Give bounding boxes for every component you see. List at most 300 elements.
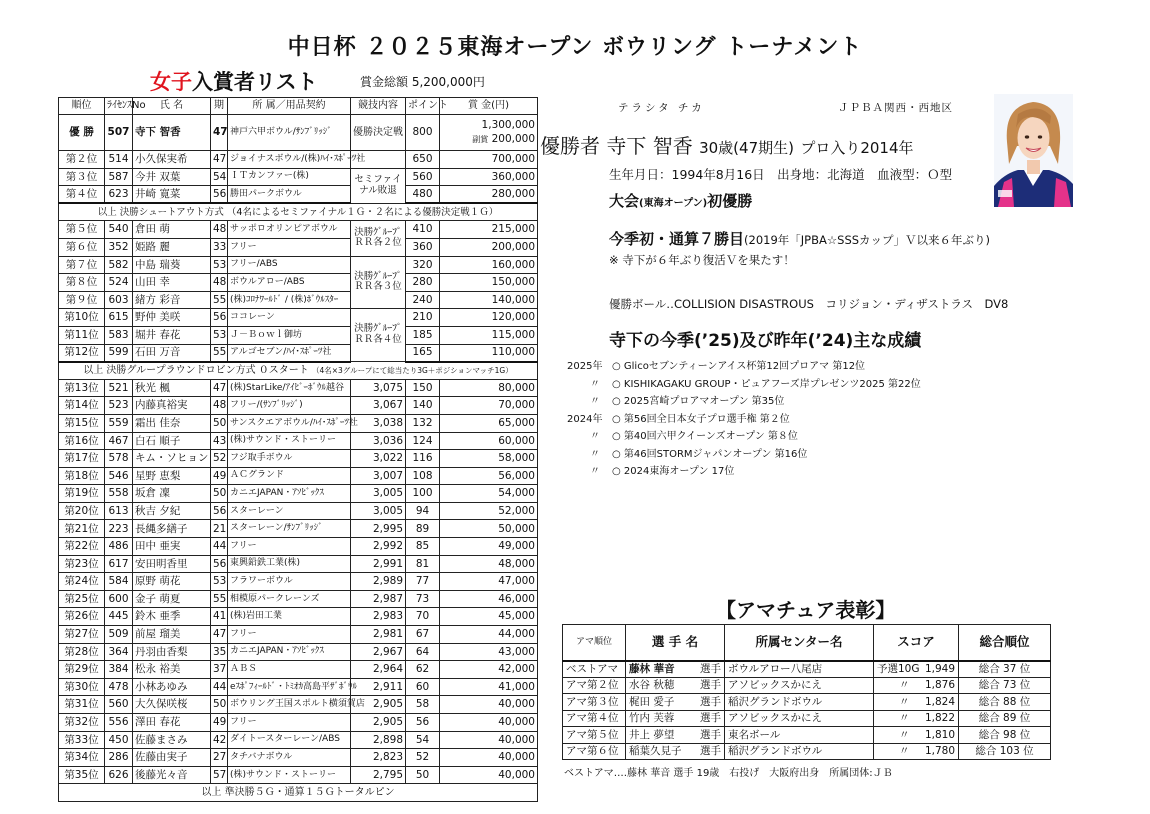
ama-score-value: 1,822 — [924, 712, 955, 724]
amateur-row — [563, 727, 1051, 744]
cell-points: 67 — [406, 626, 440, 644]
cell-rank: 第６位 — [59, 238, 105, 256]
cell-prize: 46,000 — [440, 590, 538, 608]
cell-score: 3,005 — [351, 485, 406, 503]
cell-affiliation: 勝田パークボウル — [228, 186, 351, 204]
cell-affiliation: フリー — [228, 714, 351, 732]
ama-cell-score — [874, 677, 959, 694]
ama-score-label: 予選10G — [877, 662, 920, 675]
cell-prize: 40,000 — [440, 749, 538, 767]
cell-affiliation: (株)StarLike/ｱｲﾋﾞｰﾎﾞｳﾙ越谷 — [228, 379, 351, 397]
cell-license-no: 582 — [105, 256, 133, 274]
cell-term: 47 — [211, 626, 228, 644]
table-row-winner — [59, 115, 538, 151]
cell-points: 140 — [406, 397, 440, 415]
table-row — [59, 608, 538, 626]
cell-score: 3,038 — [351, 414, 406, 432]
cell-license-no: 223 — [105, 520, 133, 538]
cell-score: 3,075 — [351, 379, 406, 397]
cell-license-no: 556 — [105, 714, 133, 732]
cell-points: 73 — [406, 590, 440, 608]
cell-prize: 200,000 — [440, 238, 538, 256]
winner-prize-sub-label: 副賞 — [472, 134, 489, 144]
cell-name: 小久保実希 — [133, 151, 211, 169]
cell-license-no: 450 — [105, 731, 133, 749]
cell-term: 55 — [211, 344, 228, 362]
cell-prize: 41,000 — [440, 678, 538, 696]
cell-term: 35 — [211, 643, 228, 661]
cell-points: 480 — [406, 186, 440, 204]
cell-term: 53 — [211, 573, 228, 591]
ama-cell-score — [874, 694, 959, 711]
table-row — [59, 450, 538, 468]
cell-format: 決勝ｸﾞﾙｰﾌﾟＲＲ各２位 — [351, 221, 406, 256]
cell-name: 秋光 楓 — [133, 379, 211, 397]
ama-cell-overall: 総合 37 位 — [959, 661, 1051, 678]
cell-prize: 115,000 — [440, 326, 538, 344]
result-item: ○ 第46回STORMジャパンオープン 第16位 — [612, 448, 808, 460]
result-item: ○ 第40回六甲クイーンズオープン 第８位 — [612, 431, 798, 442]
result-item: ○ KISHIKAGAKU GROUP・ピュアフーズ岸プレゼンツ2025 第22位 — [612, 378, 921, 390]
cell-license-no: 467 — [105, 432, 133, 450]
cell-license-no: 523 — [105, 397, 133, 415]
cell-score: 3,005 — [351, 502, 406, 520]
cell-affiliation: ＡＢＳ — [228, 661, 351, 679]
amateur-title: 【アマチュア表彰】 — [716, 598, 896, 622]
results-table — [58, 97, 538, 802]
cell-prize: 49,000 — [440, 538, 538, 556]
cell-affiliation: (株)岩田工業 — [228, 608, 351, 626]
winner-term: 47 — [211, 115, 228, 151]
cell-name: 前屋 瑠美 — [133, 626, 211, 644]
cell-term: 50 — [211, 696, 228, 714]
table-row — [59, 467, 538, 485]
winner-photo — [994, 94, 1073, 207]
winner-term-label: (47期生) — [733, 139, 794, 157]
table-row — [59, 714, 538, 732]
cell-license-no: 445 — [105, 608, 133, 626]
table-row — [59, 555, 538, 573]
cell-license-no: 509 — [105, 626, 133, 644]
cell-rank: 第32位 — [59, 714, 105, 732]
ama-cell-overall: 総合 98 位 — [959, 727, 1051, 744]
table-row — [59, 274, 538, 292]
cell-score: 2,992 — [351, 538, 406, 556]
cell-rank: 第35位 — [59, 766, 105, 784]
cell-rank: 第７位 — [59, 256, 105, 274]
cell-prize: 60,000 — [440, 432, 538, 450]
cell-license-no: 617 — [105, 555, 133, 573]
ama-player-suffix: 選手 — [700, 662, 721, 675]
birth-info: 生年月日：1994年8月16日 出身地：北海道 血液型：Ｏ型 — [609, 167, 953, 182]
ama-score-value: 1,824 — [924, 695, 955, 708]
ama-score-label: 〃 — [899, 745, 910, 757]
ama-cell-rank: アマ第４位 — [563, 710, 626, 727]
table-row — [59, 538, 538, 556]
table-row — [59, 696, 538, 714]
ama-score-label: 〃 — [899, 712, 910, 724]
cell-name: 今井 双葉 — [133, 168, 211, 186]
cell-term: 55 — [211, 590, 228, 608]
col-name: 氏 名 — [133, 98, 211, 115]
ama-cell-rank: アマ第５位 — [563, 727, 626, 744]
cell-license-no: 540 — [105, 221, 133, 239]
cell-license-no: 384 — [105, 661, 133, 679]
cell-rank: 第24位 — [59, 573, 105, 591]
cell-license-no: 613 — [105, 502, 133, 520]
cell-affiliation: ジョイナスボウル/(株)ﾊｲ･ｽﾎﾟｰﾂ社 — [228, 151, 351, 169]
ama-player-suffix: 選手 — [700, 728, 721, 741]
cell-name: 丹羽由香梨 — [133, 643, 211, 661]
cell-affiliation: Ｊ－Ｂｏｗｌ御坊 — [228, 326, 351, 344]
cell-term: 53 — [211, 326, 228, 344]
cell-term: 54 — [211, 168, 228, 186]
cell-rank: 第17位 — [59, 450, 105, 468]
cell-points: 52 — [406, 749, 440, 767]
ama-cell-name — [626, 710, 725, 727]
cell-rank: 第22位 — [59, 538, 105, 556]
cell-term: 33 — [211, 238, 228, 256]
cell-score: 3,036 — [351, 432, 406, 450]
table-row — [59, 379, 538, 397]
winner-reading: テラシタ チカ — [618, 102, 705, 114]
cell-prize: 42,000 — [440, 661, 538, 679]
cell-rank: 第15位 — [59, 414, 105, 432]
cell-term: 50 — [211, 485, 228, 503]
winner-prize-main: 1,300,000 — [481, 119, 535, 132]
cell-name: 野仲 美咲 — [133, 309, 211, 327]
cell-term: 48 — [211, 274, 228, 292]
table-row — [59, 661, 538, 679]
ama-player-name: 藤林 華音 — [629, 662, 675, 675]
cell-name: 佐藤まさみ — [133, 731, 211, 749]
cell-term: 55 — [211, 291, 228, 309]
cell-affiliation: フリー/(ｻﾝﾌﾞﾘｯｼﾞ) — [228, 397, 351, 415]
table-row — [59, 309, 538, 327]
cell-license-no: 364 — [105, 643, 133, 661]
season-note: ※ 寺下が６年ぶり復活Ｖを果たす！ — [609, 253, 795, 267]
cell-affiliation: フジ取手ボウル — [228, 450, 351, 468]
ama-score-value: 1,876 — [924, 679, 955, 691]
cell-points: 116 — [406, 450, 440, 468]
cell-license-no: 478 — [105, 678, 133, 696]
col-points: ポイント — [406, 98, 440, 115]
cell-license-no: 584 — [105, 573, 133, 591]
cell-affiliation: ダイトースターレーン/ABS — [228, 731, 351, 749]
cell-score: 3,007 — [351, 467, 406, 485]
ama-score-value: 1,780 — [924, 745, 955, 757]
col-term: 期 — [211, 98, 228, 115]
cell-name: 安田明香里 — [133, 555, 211, 573]
table-row — [59, 626, 538, 644]
cell-rank: 第12位 — [59, 344, 105, 362]
cell-score: 2,964 — [351, 661, 406, 679]
cell-term: 27 — [211, 749, 228, 767]
cell-prize: 70,000 — [440, 397, 538, 415]
cell-points: 560 — [406, 168, 440, 186]
cell-points: 77 — [406, 573, 440, 591]
table-row — [59, 186, 538, 204]
cell-term: 56 — [211, 186, 228, 204]
ama-player-name: 竹内 芙蓉 — [629, 712, 675, 724]
cell-points: 132 — [406, 414, 440, 432]
table-row — [59, 590, 538, 608]
cell-score: 3,022 — [351, 450, 406, 468]
cell-prize: 40,000 — [440, 696, 538, 714]
page-title: 中日杯 ２０２５東海オープン ボウリング トーナメント — [287, 35, 863, 60]
ama-player-suffix: 選手 — [700, 695, 721, 708]
ama-cell-rank: アマ第２位 — [563, 677, 626, 694]
note-round-robin — [59, 362, 538, 380]
note-row — [59, 362, 538, 380]
cell-prize: 360,000 — [440, 168, 538, 186]
cell-license-no: 600 — [105, 590, 133, 608]
subtitle-women: 女子 — [150, 70, 192, 94]
cell-license-no: 603 — [105, 291, 133, 309]
result-year: 〃 — [590, 396, 600, 407]
ama-cell-score — [874, 727, 959, 744]
table-row — [59, 485, 538, 503]
cell-prize: 47,000 — [440, 573, 538, 591]
cell-points: 100 — [406, 485, 440, 503]
cell-affiliation: ボウルアロー/ABS — [228, 274, 351, 292]
cell-name: 金子 萌夏 — [133, 590, 211, 608]
cell-name: 石田 万音 — [133, 344, 211, 362]
cell-points: 360 — [406, 238, 440, 256]
cell-license-no: 587 — [105, 168, 133, 186]
cell-term: 48 — [211, 397, 228, 415]
cell-term: 48 — [211, 221, 228, 239]
cell-affiliation: カニエJAPAN・ｱｿﾋﾞｯｸｽ — [228, 485, 351, 503]
cell-points: 165 — [406, 344, 440, 362]
cell-term: 47 — [211, 151, 228, 169]
ama-score-value: 1,949 — [924, 662, 955, 675]
winner-affil: 神戸六甲ボウル/ｻﾝﾌﾞﾘｯｼﾞ — [228, 115, 351, 151]
results-title: 寺下の今季(’25)及び昨年(’24)主な成績 — [609, 331, 922, 351]
list-subtitle — [150, 66, 318, 96]
prize-total: 賞金総額 5,200,000円 — [360, 75, 485, 89]
amateur-footnote: ベストアマ‥‥藤林 華音 選手 19歳 右投げ 大阪府出身 所属団体:ＪＢ — [564, 768, 893, 779]
table-row — [59, 168, 538, 186]
ama-cell-name — [626, 727, 725, 744]
cell-name: キム・ソヒョン — [133, 450, 211, 468]
cell-rank: 第10位 — [59, 309, 105, 327]
cell-affiliation: ＡＣグランド — [228, 467, 351, 485]
cell-points: 150 — [406, 379, 440, 397]
cell-format: セミファイナル敗退 — [351, 168, 406, 203]
note-shootout: 以上 決勝シュートアウト方式 （4名によるセミファイナル１Ｇ・２名による優勝決定戦１Ｇ） — [59, 203, 538, 221]
table-row — [59, 731, 538, 749]
cell-term: 21 — [211, 520, 228, 538]
cell-points: 70 — [406, 608, 440, 626]
winner-profile-name: 寺下 智香 — [606, 134, 693, 158]
cell-points: 81 — [406, 555, 440, 573]
winner-line — [540, 130, 914, 159]
cell-term: 44 — [211, 538, 228, 556]
first-win-c: 初優勝 — [707, 192, 753, 210]
cell-points: 650 — [406, 151, 440, 169]
cell-points: 94 — [406, 502, 440, 520]
ama-player-suffix: 選手 — [700, 745, 721, 757]
table-row — [59, 344, 538, 362]
table-row — [59, 678, 538, 696]
table-header — [59, 98, 538, 115]
cell-name: 緒方 彩音 — [133, 291, 211, 309]
cell-name: 長縄多繕子 — [133, 520, 211, 538]
cell-license-no: 623 — [105, 186, 133, 204]
ama-cell-rank: アマ第３位 — [563, 694, 626, 711]
cell-points: 50 — [406, 766, 440, 784]
cell-score: 2,898 — [351, 731, 406, 749]
result-item: ○ 2025宮崎プロアマオープン 第35位 — [612, 396, 785, 407]
cell-points: 185 — [406, 326, 440, 344]
cell-term: 49 — [211, 714, 228, 732]
cell-affiliation: (株)ｺﾛﾅﾜｰﾙﾄﾞ / (株)ﾎﾞｳﾙｽﾀｰ — [228, 291, 351, 309]
cell-points: 320 — [406, 256, 440, 274]
ama-col-center: 所属センター名 — [725, 625, 874, 661]
note-round-robin-detail: （4名×3グループにて総当たり3G＋ポジションマッチ1G） — [311, 365, 513, 375]
cell-term: 52 — [211, 450, 228, 468]
table-row — [59, 291, 538, 309]
cell-format: 決勝ｸﾞﾙｰﾌﾟＲＲ各３位 — [351, 256, 406, 309]
cell-rank: 第33位 — [59, 731, 105, 749]
table-row — [59, 749, 538, 767]
cell-affiliation: フラワーボウル — [228, 573, 351, 591]
winner-age: 30歳 — [699, 139, 734, 157]
cell-prize: 215,000 — [440, 221, 538, 239]
season-line — [609, 228, 990, 249]
table-row — [59, 573, 538, 591]
result-year: 2024年 — [567, 413, 603, 425]
first-win-a: 大会 — [609, 192, 640, 210]
cell-license-no: 514 — [105, 151, 133, 169]
cell-rank: 第30位 — [59, 678, 105, 696]
cell-prize: 50,000 — [440, 520, 538, 538]
winner-points: 800 — [406, 115, 440, 151]
cell-prize: 58,000 — [440, 450, 538, 468]
cell-rank: 第４位 — [59, 186, 105, 204]
cell-points: 62 — [406, 661, 440, 679]
ama-player-name: 稲葉久見子 — [629, 745, 682, 757]
cell-rank: 第20位 — [59, 502, 105, 520]
cell-score: 3,067 — [351, 397, 406, 415]
table-row — [59, 502, 538, 520]
col-license: ﾗｲｾﾝｽNo — [105, 98, 133, 115]
cell-rank: 第18位 — [59, 467, 105, 485]
cell-score: 2,911 — [351, 678, 406, 696]
cell-prize: 48,000 — [440, 555, 538, 573]
result-year: 〃 — [590, 466, 600, 477]
portrait-image — [994, 94, 1073, 207]
cell-score: 2,983 — [351, 608, 406, 626]
note-semifinal: 以上 準決勝５Ｇ・通算１５Ｇトータルピン — [59, 784, 538, 802]
cell-name: 内藤真裕実 — [133, 397, 211, 415]
cell-name: 松永 裕美 — [133, 661, 211, 679]
col-prize: 賞 金(円) — [440, 98, 538, 115]
cell-name: 小林あゆみ — [133, 678, 211, 696]
table-row — [59, 326, 538, 344]
cell-affiliation: アルゴセブン/ﾊｲ･ｽﾎﾟｰﾂ社 — [228, 344, 351, 362]
cell-points: 89 — [406, 520, 440, 538]
cell-score: 2,995 — [351, 520, 406, 538]
ama-player-name: 水谷 秋穂 — [629, 679, 675, 691]
cell-score: 2,991 — [351, 555, 406, 573]
amateur-row — [563, 710, 1051, 727]
table-row — [59, 256, 538, 274]
cell-affiliation: サンスクエアボウル/ﾊｲ･ｽﾎﾟｰﾂ社 — [228, 414, 351, 432]
cell-rank: 第16位 — [59, 432, 105, 450]
cell-name: 井崎 寛菜 — [133, 186, 211, 204]
ama-score-label: 〃 — [899, 679, 910, 691]
cell-format: 決勝ｸﾞﾙｰﾌﾟＲＲ各４位 — [351, 309, 406, 362]
cell-points: 64 — [406, 643, 440, 661]
cell-points: 60 — [406, 678, 440, 696]
cell-name: 鈴木 亜季 — [133, 608, 211, 626]
result-item: ○ Glicoセブンティーンアイス杯第12回プロアマ 第12位 — [612, 361, 866, 372]
cell-prize: 52,000 — [440, 502, 538, 520]
cell-name: 後藤光々音 — [133, 766, 211, 784]
ama-col-rank: アマ順位 — [563, 625, 626, 661]
ama-cell-center: アソビックスかにえ — [725, 677, 874, 694]
cell-affiliation: サッポロオリンピアボウル — [228, 221, 351, 239]
ama-player-suffix: 選手 — [700, 679, 721, 691]
cell-prize: 45,000 — [440, 608, 538, 626]
cell-license-no: 599 — [105, 344, 133, 362]
cell-term: 44 — [211, 678, 228, 696]
cell-rank: 第21位 — [59, 520, 105, 538]
cell-rank: 第８位 — [59, 274, 105, 292]
cell-name: 大久保咲桜 — [133, 696, 211, 714]
table-row — [59, 766, 538, 784]
cell-name: 山田 幸 — [133, 274, 211, 292]
cell-license-no: 546 — [105, 467, 133, 485]
ama-cell-score — [874, 661, 959, 678]
cell-license-no: 521 — [105, 379, 133, 397]
cell-rank: 第31位 — [59, 696, 105, 714]
cell-license-no: 559 — [105, 414, 133, 432]
cell-points: 108 — [406, 467, 440, 485]
cell-rank: 第25位 — [59, 590, 105, 608]
cell-name: 星野 恵梨 — [133, 467, 211, 485]
cell-score: 2,981 — [351, 626, 406, 644]
table-row — [59, 643, 538, 661]
ama-score-value: 1,810 — [924, 728, 955, 741]
cell-prize: 280,000 — [440, 186, 538, 204]
cell-affiliation: スターレーン/ｻﾝﾌﾞﾘｯｼﾞ — [228, 520, 351, 538]
ama-player-name: 井上 夢望 — [629, 728, 675, 741]
cell-name: 中島 瑞葵 — [133, 256, 211, 274]
cell-rank: 第３位 — [59, 168, 105, 186]
ama-col-name: 選 手 名 — [626, 625, 725, 661]
cell-affiliation: ＩＴカンファー(株) — [228, 168, 351, 186]
cell-rank: 第14位 — [59, 397, 105, 415]
ama-cell-center: 東名ボール — [725, 727, 874, 744]
cell-name: 堀井 春花 — [133, 326, 211, 344]
cell-rank: 第19位 — [59, 485, 105, 503]
cell-affiliation: タチバナボウル — [228, 749, 351, 767]
ama-cell-overall: 総合 88 位 — [959, 694, 1051, 711]
cell-license-no: 486 — [105, 538, 133, 556]
cell-prize: 65,000 — [440, 414, 538, 432]
cell-term: 42 — [211, 731, 228, 749]
ama-cell-rank: ベストアマ — [563, 661, 626, 678]
ama-cell-center: ボウルアロー八尾店 — [725, 661, 874, 678]
cell-prize: 44,000 — [440, 626, 538, 644]
subtitle-rest: 入賞者リスト — [192, 70, 318, 94]
cell-rank: 第27位 — [59, 626, 105, 644]
cell-affiliation: フリー/ABS — [228, 256, 351, 274]
cell-score: 2,795 — [351, 766, 406, 784]
